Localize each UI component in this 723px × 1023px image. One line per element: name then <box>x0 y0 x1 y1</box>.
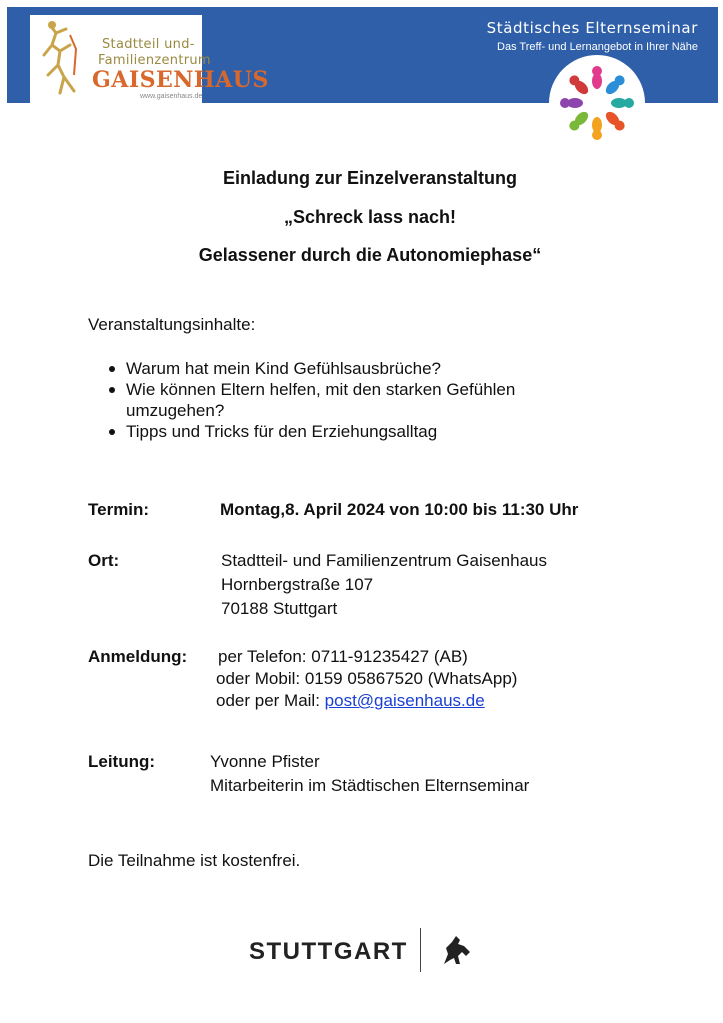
footer-divider <box>420 928 421 972</box>
list-item: Wie können Eltern helfen, mit den starken Gefühlen umzugehen? <box>104 379 596 421</box>
stuttgart-horse-icon <box>436 930 476 970</box>
logo-url: www.gaisenhaus.de <box>140 93 203 100</box>
footer-note: Die Teilnahme ist kostenfrei. <box>88 851 301 870</box>
anmeldung-label: Anmeldung: <box>88 647 188 666</box>
logo-line1: Stadtteil und- <box>102 37 195 52</box>
title-line2: „Schreck lass nach! <box>283 207 457 227</box>
mail-link[interactable]: post@gaisenhaus.de <box>324 691 485 710</box>
ort-line1: Stadtteil- und Familienzentrum Gaisenhaus <box>221 551 547 570</box>
title-line1: Einladung zur Einzelveranstaltung <box>222 168 518 188</box>
termin-value: Montag,8. April 2024 von 10:00 bis 11:30 Uhr <box>220 500 579 519</box>
leitung-role: Mitarbeiterin im Städtischen Elternseminar <box>210 776 530 795</box>
anmeldung-mail-line <box>216 690 485 712</box>
people-circle-icon <box>549 55 645 151</box>
ort-label: Ort: <box>88 551 120 570</box>
title-line3: Gelassener durch die Autonomiephase“ <box>198 245 542 265</box>
mail-prefix: oder per Mail: <box>216 691 325 710</box>
gaisenhaus-logo <box>30 15 269 105</box>
elternseminar-subtitle: Das Treff- und Lernangebot in Ihrer Nähe <box>497 41 698 53</box>
logo-line2: Familienzentrum <box>98 53 211 68</box>
list-item: Warum hat mein Kind Gefühlsausbrüche? <box>104 358 596 379</box>
elternseminar-logo <box>549 55 645 151</box>
leitung-name: Yvonne Pfister <box>210 752 320 771</box>
anmeldung-phone: per Telefon: 0711-91235427 (AB) <box>218 647 468 666</box>
list-item: Tipps und Tricks für den Erziehungsalltag <box>104 421 596 442</box>
ort-line3: 70188 Stuttgart <box>221 599 338 618</box>
ort-line2: Hornbergstraße 107 <box>221 575 374 594</box>
anmeldung-mobile: oder Mobil: 0159 05867520 (WhatsApp) <box>216 669 518 688</box>
termin-label: Termin: <box>88 500 150 519</box>
stuttgart-logo-text: STUTTGART <box>249 938 408 965</box>
contents-heading: Veranstaltungsinhalte: <box>88 315 256 334</box>
leitung-label: Leitung: <box>88 752 156 771</box>
contents-list <box>104 358 596 442</box>
logo-line3: GAISENHAUS <box>92 67 269 93</box>
elternseminar-title: Städtisches Elternseminar <box>486 19 698 37</box>
